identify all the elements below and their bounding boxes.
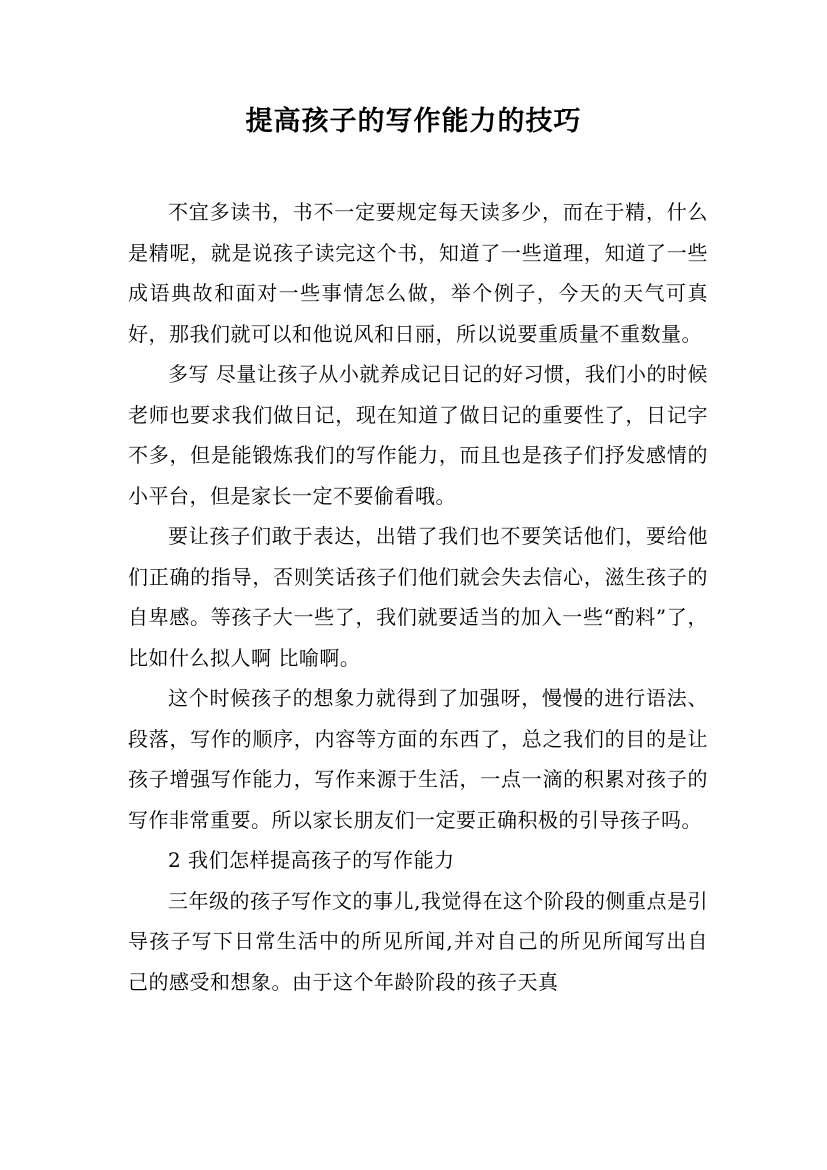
paragraph-read-less: 不宜多读书，书不一定要规定每天读多少，而在于精，什么是精呢，就是说孩子读完这个书，知道了一些道理，知道了一些成语典故和面对一些事情怎么做，举个例子，今天的天气可真好，那我们就可以和他说风和日丽，所以说要重质量不重数量。 — [128, 200, 708, 346]
paragraph-imagination: 这个时候孩子的想象力就得到了加强呀，慢慢的进行语法、段落，写作的顺序，内容等方面的东西了，总之我们的目的是让孩子增强写作能力，写作来源于生活，一点一滴的积累对孩子的写作非常重要。所以家长朋友们一定要正确积极的引导孩子吗。 — [128, 686, 708, 832]
document-body — [128, 192, 708, 1002]
section-heading: 2 我们怎样提高孩子的写作能力 — [168, 848, 455, 872]
paragraph-third-grade: 三年级的孩子写作文的事儿,我觉得在这个阶段的侧重点是引导孩子写下日常生活中的所见所闻,并对自己的所见所闻写出自己的感受和想象。由于这个年龄阶段的孩子天真 — [128, 888, 708, 994]
paragraph-encourage-expression: 要让孩子们敢于表达，出错了我们也不要笑话他们，要给他们正确的指导，否则笑话孩子们他们就会失去信心，滋生孩子的自卑感。等孩子大一些了，我们就要适当的加入一些“酌料”了，比如什么拟人啊 比喻啊。 — [128, 524, 708, 670]
paragraph-write-more: 多写 尽量让孩子从小就养成记日记的好习惯，我们小的时候老师也要求我们做日记，现在知道了做日记的重要性了，日记字不多，但是能锻炼我们的写作能力，而且也是孩子们抒发感情的小平台，但是家长一定不要偷看哦。 — [128, 362, 708, 508]
document-title: 提高孩子的写作能力的技巧 — [245, 106, 582, 137]
